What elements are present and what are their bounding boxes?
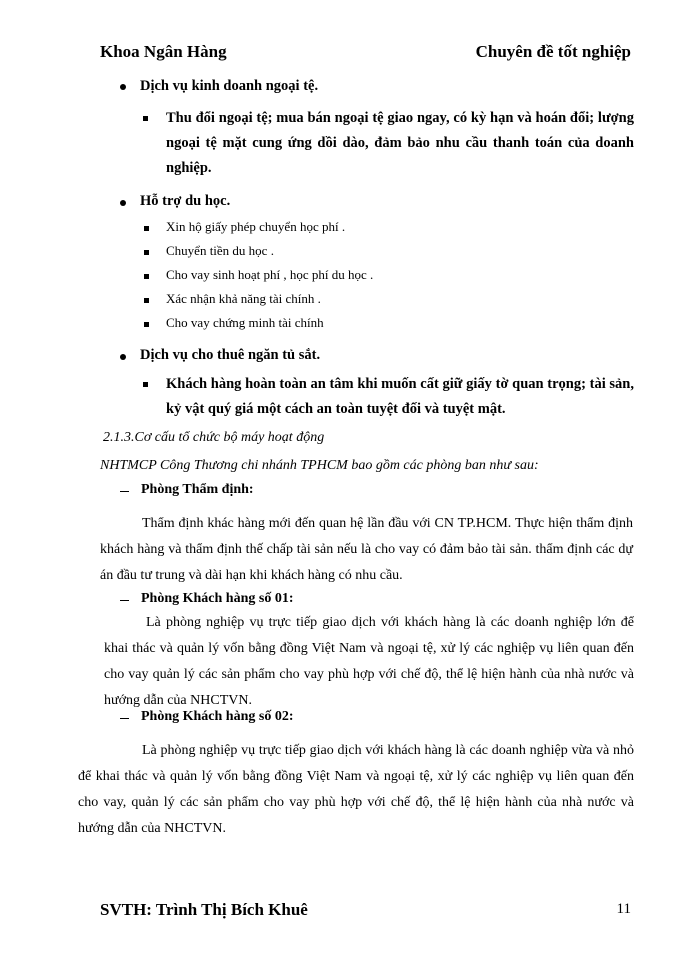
dept1-title: Phòng Thẩm định: xyxy=(141,482,254,497)
bullet-dot-icon xyxy=(120,354,126,360)
bullet-square-icon xyxy=(143,116,148,121)
dept2-title: Phòng Khách hàng số 01: xyxy=(141,591,294,606)
dash-bullet-icon xyxy=(120,718,129,719)
org-heading: 2.1.3.Cơ cấu tổ chức bộ máy hoạt động xyxy=(103,430,325,445)
list-item: Xin hộ giấy phép chuyển học phí . xyxy=(166,219,346,234)
section-safe-item: Khách hàng hoàn toàn an tâm khi muốn cất giữ giấy tờ quan trọng; tài sản, kỷ vật quý giá một cách an toàn tuyệt đối và tuyệt mật. xyxy=(166,376,634,417)
bullet-square-icon xyxy=(144,274,149,279)
section-forex-title: Dịch vụ kinh doanh ngoại tệ. xyxy=(140,78,319,94)
page-number: 11 xyxy=(616,901,631,917)
header-left: Khoa Ngân Hàng xyxy=(100,42,227,61)
bullet-square-icon xyxy=(144,322,149,327)
bullet-dot-icon xyxy=(120,200,126,206)
list-item: Cho vay sinh hoạt phí , học phí du học . xyxy=(166,267,374,282)
dept3-title: Phòng Khách hàng số 02: xyxy=(141,709,294,724)
list-item: Xác nhận khả năng tài chính . xyxy=(166,291,321,306)
org-intro: NHTMCP Công Thương chi nhánh TPHCM bao gồm các phòng ban như sau: xyxy=(100,458,539,473)
section-forex-item: Thu đổi ngoại tệ; mua bán ngoại tệ giao ngay, có kỳ hạn và hoán đổi; lượng ngoại tệ mặt cung ứng dồi dào, đảm bảo nhu cầu thanh toán của doanh nghiệp. xyxy=(166,110,634,176)
list-item: Chuyển tiền du học . xyxy=(166,243,274,258)
section-safe-title: Dịch vụ cho thuê ngăn tủ sắt. xyxy=(140,347,321,363)
dash-bullet-icon xyxy=(120,491,129,492)
footer-author: SVTH: Trình Thị Bích Khuê xyxy=(100,900,308,919)
header-right: Chuyên đề tốt nghiệp xyxy=(475,42,631,61)
dept3-body: Là phòng nghiệp vụ trực tiếp giao dịch với khách hàng là các doanh nghiệp vừa và nhỏ để khai thác và quản lý vốn bằng đồng Việt Nam và ngoại tệ, xử lý các nghiệp vụ liên quan đến cho vay, quản lý các sản phẩm cho vay phù hợp với chế độ, thể lệ hiện hành của nhà nước và hướng dẫn của NHCTVN. xyxy=(78,743,634,836)
bullet-square-icon xyxy=(144,250,149,255)
dept1-body: Thẩm định khác hàng mới đến quan hệ lần đầu với CN TP.HCM. Thực hiện thẩm định khách hàng và thẩm định thế chấp tài sản nếu là cho vay có đảm bảo tài sản. thẩm định các dự án đầu tư trung và dài hạn khi khách hàng có nhu cầu. xyxy=(100,516,633,583)
section-study-title: Hỗ trợ du học. xyxy=(140,193,231,209)
bullet-square-icon xyxy=(143,382,148,387)
list-item: Cho vay chứng minh tài chính xyxy=(166,315,324,330)
dash-bullet-icon xyxy=(120,600,129,601)
dept2-body: Là phòng nghiệp vụ trực tiếp giao dịch với khách hàng là các doanh nghiệp lớn để khai thác và quản lý vốn bằng đồng Việt Nam và ngoại tệ, xử lý các nghiệp vụ liên quan đến cho vay quản lý các sản phẩm cho vay phù hợp với chế độ, thể lệ hiện hành của nhà nước và hướng dẫn của NHCTVN. xyxy=(104,615,634,708)
bullet-square-icon xyxy=(144,226,149,231)
bullet-dot-icon xyxy=(120,84,126,90)
bullet-square-icon xyxy=(144,298,149,303)
